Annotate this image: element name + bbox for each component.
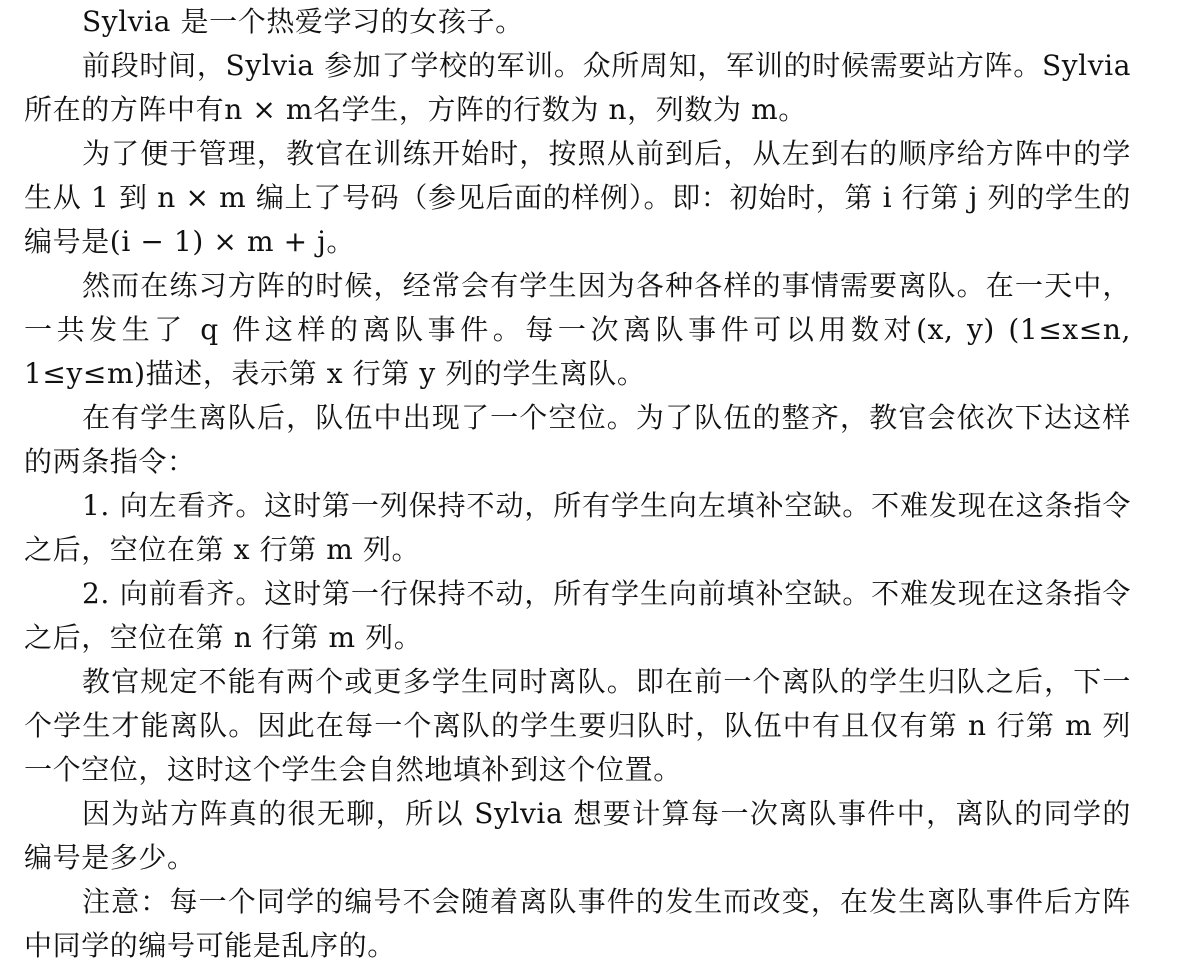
paragraph-instructions: 在有学生离队后，队伍中出现了一个空位。为了队伍的整齐，教官会依次下达这样的两条指令： (24, 401, 1131, 478)
paragraph-numbering: 为了便于管理，教官在训练开始时，按照从前到后，从左到右的顺序给方阵中的学生从 1 到 n × m 编上了号码（参见后面的样例）。即：初始时，第 i 行第 j 列的学生的编号是(i − 1) × m + j。 (24, 137, 1131, 258)
paragraph-rule: 教官规定不能有两个或更多学生同时离队。即在前一个离队的学生归队之后，下一个学生才能离队。因此在每一个离队的学生要归队时，队伍中有且仅有第 n 行第 m 列一个空位，这时这个学生会自然地填补到这个位置。 (24, 665, 1131, 786)
paragraph-task: 因为站方阵真的很无聊，所以 Sylvia 想要计算每一次离队事件中，离队的同学的编号是多少。 (24, 797, 1131, 874)
paragraph-intro: Sylvia 是一个热爱学习的女孩子。 (82, 5, 524, 38)
paragraph-formation: 前段时间，Sylvia 参加了学校的军训。众所周知，军训的时候需要站方阵。Sylvia 所在的方阵中有n × m名学生，方阵的行数为 n，列数为 m。 (24, 49, 1131, 126)
paragraph-note: 注意：每一个同学的编号不会随着离队事件的发生而改变，在发生离队事件后方阵中同学的编号可能是乱序的。 (24, 885, 1131, 962)
problem-statement (24, 0, 1131, 968)
paragraph-leave-events: 然而在练习方阵的时候，经常会有学生因为各种各样的事情需要离队。在一天中，一共发生了 q 件这样的离队事件。每一次离队事件可以用数对(x, y) (1≤x≤n, 1≤y≤m)描述，表示第 x 行第 y 列的学生离队。 (24, 269, 1131, 390)
paragraph-instruction-forward: 2. 向前看齐。这时第一行保持不动，所有学生向前填补空缺。不难发现在这条指令之后，空位在第 n 行第 m 列。 (24, 577, 1131, 654)
paragraph-instruction-left: 1. 向左看齐。这时第一列保持不动，所有学生向左填补空缺。不难发现在这条指令之后，空位在第 x 行第 m 列。 (24, 489, 1131, 566)
